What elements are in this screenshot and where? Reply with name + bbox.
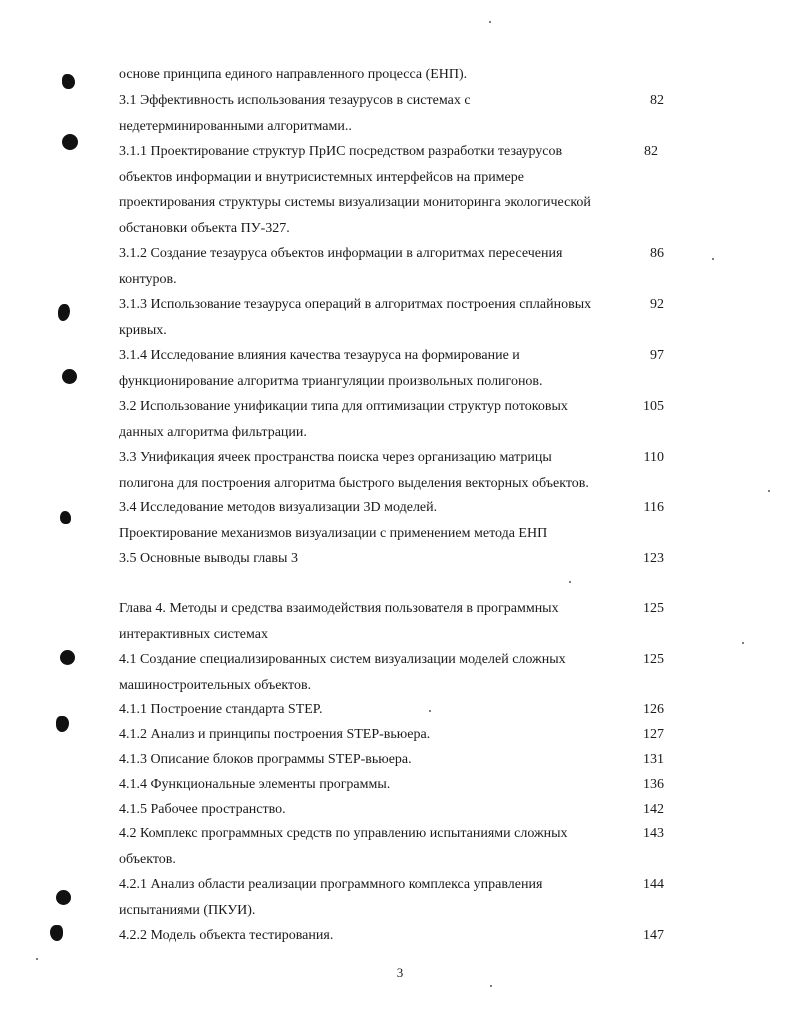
toc-entry-text: недетерминированными алгоритмами.. <box>119 118 352 134</box>
toc-entry-text: обстановки объекта ПУ-327. <box>119 220 290 236</box>
toc-entry-text: кривых. <box>119 322 167 338</box>
toc-page-number: 144 <box>643 877 664 892</box>
scan-speck <box>569 581 571 583</box>
smudge-mark <box>58 304 70 321</box>
toc-entry-text: 3.1.3 Использование тезауруса операций в алгоритмах построения сплайновых <box>119 297 592 312</box>
toc-entry-text: 3.3 Унификация ячеек пространства поиска через организацию матрицы <box>119 450 552 465</box>
punch-hole <box>62 134 78 150</box>
toc-entry-text: 3.5 Основные выводы главы 3 <box>119 551 298 566</box>
scan-speck <box>768 490 770 492</box>
scan-speck <box>429 710 431 712</box>
toc-entry-text: 3.1.1 Проектирование структур ПрИС посредством разработки тезаурусов <box>119 144 563 159</box>
toc-page-number: 147 <box>643 928 664 943</box>
toc-entry-text: 4.2 Комплекс программных средств по управлению испытаниями сложных <box>119 826 568 841</box>
toc-entry-text: 4.1.5 Рабочее пространство. <box>119 802 286 817</box>
toc-entry-text: полигона для построения алгоритма быстрого выделения векторных объектов. <box>119 475 589 491</box>
punch-hole <box>60 650 75 665</box>
toc-page-number: 82 <box>650 93 664 108</box>
smudge-mark <box>62 74 75 89</box>
toc-page-number: 123 <box>643 551 664 566</box>
punch-hole <box>56 890 71 905</box>
toc-entry-text: 3.1 Эффективность использования тезаурусов в системах с <box>119 93 471 108</box>
toc-entry-text: 4.1.1 Построение стандарта STEP. <box>119 702 323 717</box>
toc-entry-text: 4.2.1 Анализ области реализации программного комплекса управления <box>119 877 543 892</box>
toc-entry-text: интерактивных системах <box>119 626 268 642</box>
smudge-mark <box>56 716 69 732</box>
toc-page-number: 131 <box>643 752 664 767</box>
toc-page-number: 143 <box>643 826 664 841</box>
toc-page-number: 125 <box>643 601 664 616</box>
toc-page-number: 92 <box>650 297 664 312</box>
toc-entry-text: контуров. <box>119 271 177 287</box>
toc-page-number: 86 <box>650 246 664 261</box>
toc-entry-text: 4.2.2 Модель объекта тестирования. <box>119 928 334 943</box>
toc-entry-text: 4.1.4 Функциональные элементы программы. <box>119 777 391 792</box>
toc-entry-text: 3.1.2 Создание тезауруса объектов информации в алгоритмах пересечения <box>119 246 563 261</box>
toc-entry-text: Глава 4. Методы и средства взаимодействия пользователя в программных <box>119 601 559 616</box>
scan-speck <box>490 985 492 987</box>
smudge-mark <box>50 925 63 941</box>
toc-page-number: 125 <box>643 652 664 667</box>
toc-page-number: 110 <box>643 450 664 465</box>
toc-entry-text: Проектирование механизмов визуализации с применением метода ЕНП <box>119 525 548 541</box>
toc-entry-text: основе принципа единого направленного процесса (ЕНП). <box>119 67 468 82</box>
toc-entry-text: 4.1 Создание специализированных систем визуализации моделей сложных <box>119 652 566 667</box>
smudge-mark <box>60 511 71 524</box>
toc-page-number: 142 <box>643 802 664 817</box>
toc-entry-text: машиностроительных объектов. <box>119 677 312 693</box>
toc-entry-text: объектов информации и внутрисистемных интерфейсов на примере <box>119 169 524 185</box>
scan-speck <box>742 642 744 644</box>
page-number: 3 <box>396 965 404 980</box>
toc-entry-text: 4.1.3 Описание блоков программы STEP-вьюера. <box>119 752 412 767</box>
toc-page-number: 136 <box>643 777 664 792</box>
toc-entry-text: испытаниями (ПКУИ). <box>119 902 256 918</box>
toc-entry-text: 3.2 Использование унификации типа для оптимизации структур потоковых <box>119 399 568 414</box>
toc-entry-text: функционирование алгоритма триангуляции произвольных полигонов. <box>119 373 543 389</box>
toc-page-number: 97 <box>650 348 664 363</box>
toc-page-number: 105 <box>643 399 664 414</box>
punch-hole <box>62 369 77 384</box>
toc-entry-text: 4.1.2 Анализ и принципы построения STEP-вьюера. <box>119 727 431 742</box>
toc-page-number: 82 <box>644 144 658 159</box>
toc-page-number: 126 <box>643 702 664 717</box>
toc-entry-text: данных алгоритма фильтрации. <box>119 424 307 440</box>
toc-page-number: 127 <box>643 727 664 742</box>
scan-speck <box>36 958 38 960</box>
scan-speck <box>712 258 714 260</box>
toc-entry-text: проектирования структуры системы визуализации мониторинга экологической <box>119 195 591 210</box>
scan-speck <box>489 21 491 23</box>
toc-entry-text: 3.4 Исследование методов визуализации 3D моделей. <box>119 500 438 515</box>
toc-page-number: 116 <box>643 500 664 515</box>
toc-entry-text: объектов. <box>119 851 176 867</box>
toc-entry-text: 3.1.4 Исследование влияния качества тезауруса на формирование и <box>119 348 520 363</box>
